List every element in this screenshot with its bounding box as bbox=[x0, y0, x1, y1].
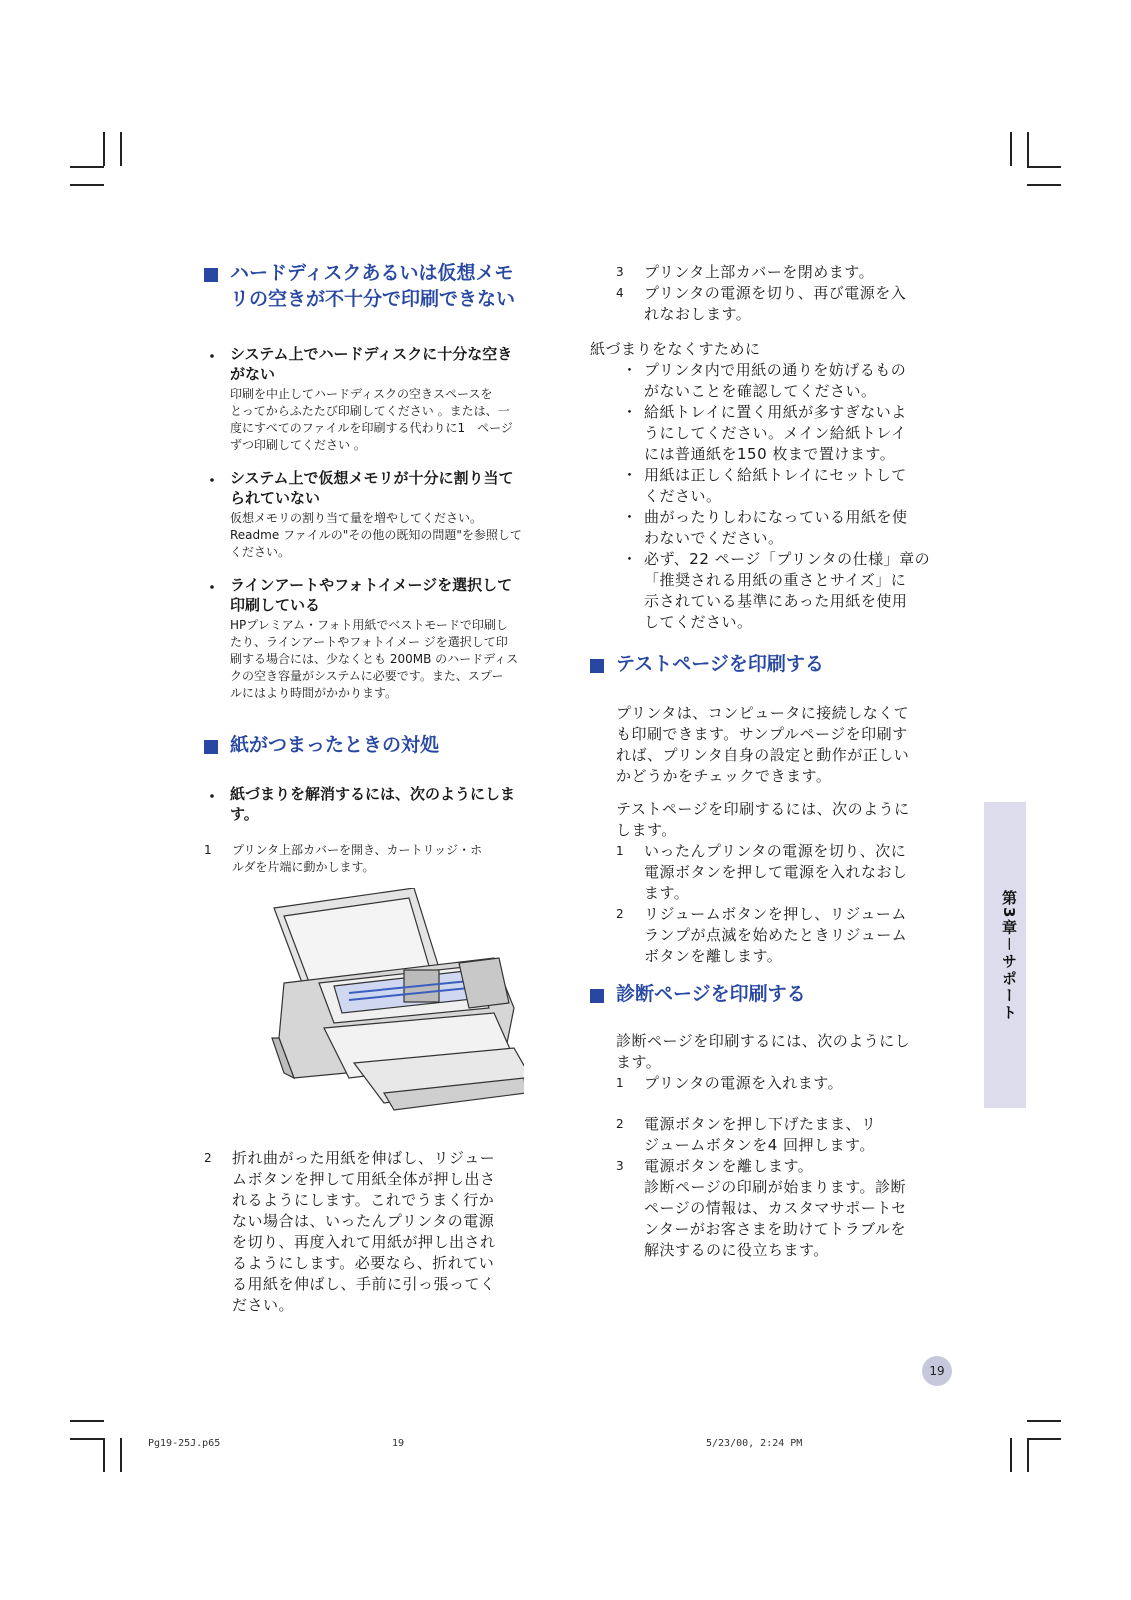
bullet-heading: 紙づまりを解消するには、次のようにしま す。 bbox=[230, 785, 516, 823]
diag-step-3: 3 電源ボタンを離します。 診断ページの印刷が始まります。診断 ページの情報は、カスタマサポートセ ンターがお客さまを助けてトラブルを 解決するのに役立ちます。 bbox=[616, 1157, 907, 1259]
test-intro: プリンタは、コンピュータに接続しなくて も印刷できます。サンプルページを印刷す れば、プリンタ自身の設定と動作が正しい かどうかをチェックできます。 bbox=[616, 704, 910, 785]
test-step-2: 2 リジュームボタンを押し、リジューム ランプが点滅を始めたときリジューム ボタンを離します。 bbox=[616, 905, 908, 965]
bullet-dot-icon: ・ bbox=[204, 578, 221, 597]
footer-date: 5/23/00, 2:24 PM bbox=[706, 1438, 803, 1449]
diag-step-2: 2 電源ボタンを押し下げたまま、リ ジュームボタンを4 回押します。 bbox=[616, 1115, 877, 1154]
bullet-dot-icon: ・ bbox=[204, 471, 221, 490]
square-bullet-icon bbox=[204, 268, 218, 282]
footer-page: 19 bbox=[392, 1438, 405, 1449]
jam-step-2: 2 折れ曲がった用紙を伸ばし、リジュー ムボタンを押して用紙全体が押し出さ れるようにします。これでうまく行か ない場合は、いったんプリンタの電源 を切り、再度入れて用紙が押し出され るようにします。必要なら、折れてい る用紙を伸ばし、手前に引っ張ってく ださい。 bbox=[204, 1149, 496, 1314]
square-bullet-icon bbox=[590, 989, 604, 1003]
prevent-item: ・ 給紙トレイに置く用紙が多すぎないよ うにしてください。メイン給紙トレイ には普通紙を150 枚まで置けます。 bbox=[622, 403, 907, 463]
prevent-heading: 紙づまりをなくすために bbox=[590, 340, 761, 358]
footer-filename: Pg19-25J.p65 bbox=[148, 1438, 221, 1449]
left-column bbox=[204, 260, 574, 1316]
prevent-list bbox=[590, 360, 960, 633]
test-instructions: テストページを印刷するには、次のように します。 1 いったんプリンタの電源を切り、次に 電源ボタンを押して電源を入れなおし ます。 2 リジュームボタンを押し、リジューム ランプが点滅を始めたときリジューム ボタンを離します。 bbox=[590, 799, 960, 967]
diagnostic-instructions: 診断ページを印刷するには、次のようにし ます。 1 プリンタの電源を入れます。 2 電源ボタンを押し下げたまま、リ ジュームボタンを4 回押します。 3 電源ボタンを離します。 診断ページの印刷が始まります。診断 ページの情報は、カスタマサポートセ ンターがお客さまを助けてトラブルを 解決するのに役立ちます。 bbox=[590, 1031, 960, 1261]
jam-step-1: 1 プリンタ上部カバーを開き、カートリッジ・ホ ルダを片端に動かします。 bbox=[204, 843, 483, 874]
section-title-paper-jam: 紙がつまったときの対処 bbox=[204, 732, 574, 758]
page-number: 19 bbox=[922, 1356, 952, 1386]
prevent-item: ・ 必ず、22 ページ「プリンタの仕様」章の 「推奨される用紙の重さとサイズ」に 示されている基準にあった用紙を使用 してください。 bbox=[622, 550, 931, 631]
bullet-body: 印刷を中止してハードディスクの空きスペースを とってからふたたび印刷してください 。または、一 度にすべてのファイルを印刷する代わりに1 ページ ずつ印刷してください 。 bbox=[230, 387, 513, 452]
bullet-virtual-memory bbox=[204, 468, 574, 561]
bullet-body: HPプレミアム・フォト用紙でベストモードで印刷し たり、ラインアートやフォトイメー ジを選択して印 刷する場合には、少なくとも 200MB のハードディス クの空き容量がシステムに必要です。また、スプー ルにはより時間がかかります。 bbox=[230, 618, 519, 700]
prevent-item: ・ 曲がったりしわになっている用紙を使 わないでください。 bbox=[622, 508, 908, 547]
bullet-heading: システム上で仮想メモリが十分に割り当て られていない bbox=[230, 469, 514, 507]
section-title-test-page: テストページを印刷する bbox=[590, 651, 960, 677]
bullet-disk-space bbox=[204, 344, 574, 454]
bullet-jam-clear bbox=[204, 784, 574, 824]
bullet-body: 仮想メモリの割り当て量を増やしてください。 Readme ファイルの"その他の既知の問題"を参照して ください。 bbox=[230, 511, 522, 559]
prevent-item: ・ プリンタ内で用紙の通りを妨げるもの がないことを確認してください。 bbox=[622, 361, 907, 400]
square-bullet-icon bbox=[590, 659, 604, 673]
right-column bbox=[590, 262, 960, 1261]
bullet-heading: システム上でハードディスクに十分な空き がない bbox=[230, 345, 513, 383]
bullet-dot-icon: ・ bbox=[204, 347, 221, 366]
square-bullet-icon bbox=[204, 740, 218, 754]
section-title-disk-memory: ハードディスクあるいは仮想メモ リの空きが不十分で印刷できない bbox=[204, 260, 574, 312]
diag-step-1: 1 プリンタの電源を入れます。 bbox=[616, 1074, 844, 1092]
section-title-diagnostic: 診断ページを印刷する bbox=[590, 981, 960, 1007]
prevent-item: ・ 用紙は正しく給紙トレイにセットして ください。 bbox=[622, 466, 907, 505]
bullet-dot-icon: ・ bbox=[204, 787, 221, 806]
jam-step-4: 4 プリンタの電源を切り、再び電源を入 れなおします。 bbox=[616, 284, 907, 323]
test-step-1: 1 いったんプリンタの電源を切り、次に 電源ボタンを押して電源を入れなおし ます。 bbox=[616, 842, 908, 902]
bullet-line-art bbox=[204, 575, 574, 702]
chapter-tab-label: 第3章－サポート bbox=[1000, 890, 1018, 1022]
jam-step-3: 3 プリンタ上部カバーを閉めます。 bbox=[616, 263, 875, 281]
printer-illustration bbox=[264, 888, 524, 1128]
bullet-heading: ラインアートやフォトイメージを選択して 印刷している bbox=[230, 576, 513, 614]
